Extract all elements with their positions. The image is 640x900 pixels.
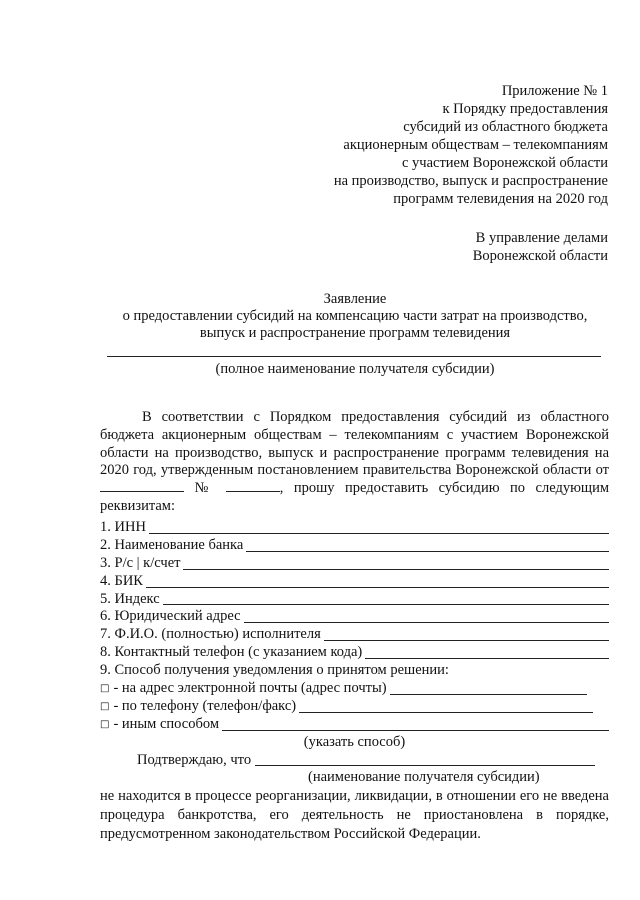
appendix-line: с участием Воронежской области	[401, 155, 608, 171]
field-blank[interactable]	[183, 569, 609, 570]
notification-option-email	[100, 680, 609, 698]
resolution-number-blank[interactable]	[226, 480, 280, 492]
field-bank-name	[100, 537, 609, 555]
option-blank[interactable]	[222, 730, 609, 731]
field-accounts	[100, 555, 609, 573]
title-subheading-line: выпуск и распространение программ телевидения	[199, 325, 511, 341]
field-contact-phone	[100, 644, 609, 662]
request-paragraph	[100, 409, 609, 516]
recipient-name-blank[interactable]	[107, 356, 601, 357]
appendix-line: к Порядку предоставления	[442, 101, 608, 117]
field-legal-address	[100, 608, 609, 626]
field-postal-index	[100, 591, 609, 609]
checkbox-icon[interactable]: □	[100, 700, 110, 712]
option-blank[interactable]	[299, 712, 593, 713]
field-blank[interactable]	[246, 551, 609, 552]
field-label: 5. Индекс	[100, 590, 160, 607]
field-label: 4. БИК	[100, 572, 143, 589]
field-blank[interactable]	[365, 658, 609, 659]
confirmation-text: не находится в процессе реорганизации, ликвидации, в отношении его не введена процедура банкротства, его деятельность не приостановлена в порядке, предусмотренном законодательством Российской Федерации.	[100, 788, 609, 843]
appendix-line: субсидий из областного бюджета	[403, 119, 608, 135]
appendix-line: Приложение № 1	[501, 83, 608, 99]
field-blank[interactable]	[324, 640, 609, 641]
field-blank[interactable]	[146, 587, 609, 588]
field-blank[interactable]	[244, 622, 609, 623]
title-subheading-line: о предоставлении субсидий на компенсацию части затрат на производство,	[122, 308, 588, 324]
notification-option-phone	[100, 698, 609, 716]
document-title	[100, 291, 610, 342]
field-label: 8. Контактный телефон (с указанием кода)	[100, 644, 363, 661]
field-label: 1. ИНН	[100, 518, 146, 535]
recipient-caption: (полное наименование получателя субсидии)	[215, 361, 495, 377]
number-sign: №	[194, 480, 216, 497]
appendix-line: акционерным обществам – телекомпаниям	[343, 137, 608, 153]
field-label: 3. Р/с | к/счет	[100, 554, 181, 571]
notification-heading	[100, 662, 609, 680]
notification-option-other	[100, 716, 609, 734]
confirmation-blank[interactable]	[255, 765, 595, 766]
addressee-line: В управление делами	[475, 230, 608, 246]
requisites-list	[100, 519, 609, 844]
option-label: - на адрес электронной почты (адрес почты)	[113, 680, 387, 696]
appendix-line: программ телевидения на 2020 год	[393, 191, 608, 207]
addressee-block	[473, 229, 608, 265]
field-label: 6. Юридический адрес	[100, 608, 241, 625]
field-blank[interactable]	[163, 604, 609, 605]
field-bik	[100, 573, 609, 591]
request-text: В соответствии с Порядком предоставления субсидий из областного бюджета акционерным обществам – телекомпаниям с участием Воронежской области на производство, выпуск и распространение программ телевидения на 2020 год, утвержденным постановлением правительства Воронежской области от	[100, 409, 609, 479]
request-text-tail: , прошу предоставить субсидию по следующим реквизитам:	[100, 480, 610, 514]
resolution-date-blank[interactable]	[100, 480, 184, 492]
checkbox-icon[interactable]: □	[100, 683, 110, 694]
notification-heading-text: 9. Способ получения уведомления о принятом решении:	[100, 662, 449, 679]
option-label: - по телефону (телефон/факс)	[113, 697, 297, 714]
appendix-header	[334, 82, 608, 208]
field-blank[interactable]	[149, 533, 609, 534]
option-label: - иным способом	[113, 715, 219, 732]
field-executor-name	[100, 626, 609, 644]
confirmation-caption: (наименование получателя субсидии)	[308, 769, 540, 786]
appendix-line: на производство, выпуск и распространение	[333, 173, 608, 189]
field-inn	[100, 519, 609, 537]
other-method-caption: (указать способ)	[303, 733, 406, 750]
title-heading: Заявление	[323, 291, 387, 307]
option-blank[interactable]	[390, 694, 587, 695]
checkbox-icon[interactable]: □	[100, 718, 110, 730]
field-label: 7. Ф.И.О. (полностью) исполнителя	[100, 626, 321, 643]
field-label: 2. Наименование банка	[100, 536, 244, 553]
confirmation-line	[100, 752, 609, 770]
addressee-line: Воронежской области	[472, 248, 608, 264]
confirmation-lead: Подтверждаю, что	[137, 751, 252, 768]
